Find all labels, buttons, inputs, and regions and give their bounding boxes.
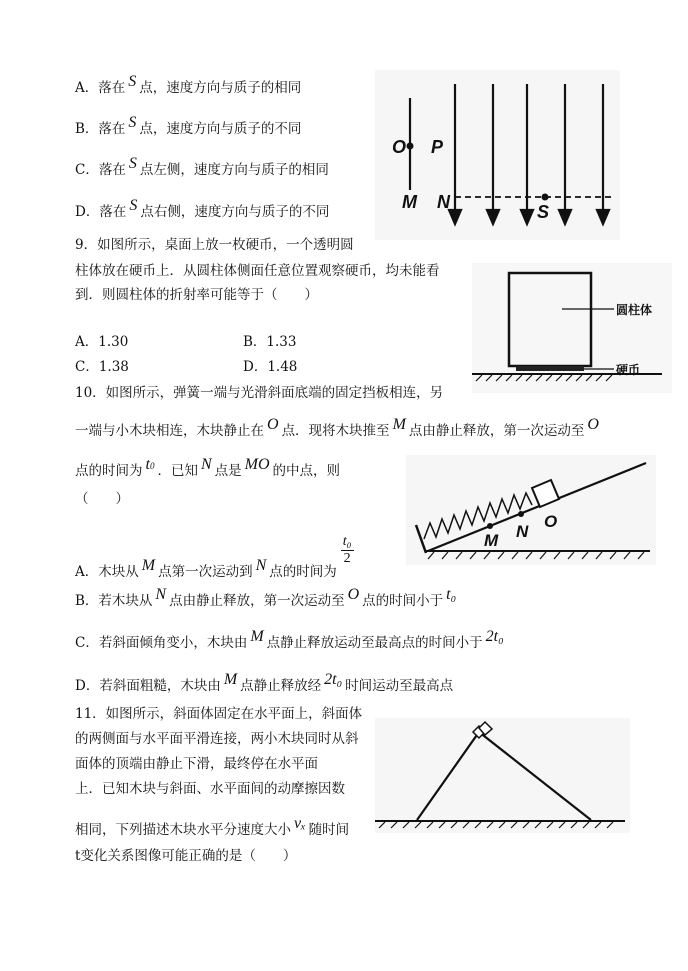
fraction-t0-over-2: $\frac{\text{t₀}}{2}$ (342, 534, 352, 566)
q9-stem-line2: 柱体放在硬币上．从圆柱体侧面任意位置观察硬币，均未能看 (75, 263, 440, 279)
q11-wedge-figure (375, 718, 630, 833)
cylinder-label: 圆柱体 (616, 303, 653, 317)
q8-option-d[interactable]: D．落在 S 点右侧，速度方向与质子的不同 (75, 197, 330, 220)
q10-stem-line3: 点的时间为 t0 ．已知 N 点是 MO 的中点，则 (75, 456, 341, 479)
point-n (518, 511, 524, 517)
q11-stem-line3: 面体的顶端由静止下滑，最终停在水平面 (75, 756, 318, 772)
q10-stem-line1: 10．如图所示，弹簧一端与光滑斜面底端的固定挡板相连，另 (75, 385, 444, 401)
q9-option-c[interactable]: C．1.38 (75, 359, 129, 375)
q10-option-b[interactable]: B．若木块从 N 点由静止释放，第一次运动至 O 点的时间小于 t₀ (75, 586, 457, 609)
q11-stem-line6: t变化关系图像可能正确的是（ ） (75, 848, 297, 864)
q10-answer-paren: （ ） (75, 491, 129, 507)
label-n: N (437, 192, 450, 212)
label-o: O (392, 137, 407, 157)
label-m: M (484, 531, 499, 550)
q10-option-c[interactable]: C．若斜面倾角变小，木块由 M 点静止释放运动至最高点的时间小于 2t₀ (75, 628, 504, 651)
q9-option-a[interactable]: A．1.30 (75, 334, 129, 350)
q8-field-figure (375, 70, 620, 240)
q9-option-b[interactable]: B．1.33 (243, 334, 297, 350)
q8-option-a[interactable]: A．落在 S 点，速度方向与质子的相同 (75, 73, 302, 96)
q8-option-c[interactable]: C．落在 S 点左侧，速度方向与质子的相同 (75, 155, 329, 178)
q10-option-a[interactable]: A．木块从 M 点第一次运动到 N 点的时间为 $\frac{\text{t₀}}{2}$ (75, 534, 352, 580)
q9-stem-line1: 9．如图所示，桌面上放一枚硬币，一个透明圆 (75, 237, 354, 253)
q9-cylinder-figure (472, 263, 672, 393)
q8-option-b[interactable]: B．落在 S 点，速度方向与质子的不同 (75, 114, 302, 137)
q10-stem-line2: 一端与小木块相连，木块静止在 O 点．现将木块推至 M 点由静止释放，第一次运动至 O (75, 416, 599, 439)
figure-background (375, 718, 630, 833)
q9-stem-line3: 到．则圆柱体的折射率可能等于（ ） (75, 287, 318, 303)
q11-stem-line4: 上．已知木块与斜面、水平面间的动摩擦因数 (75, 781, 345, 797)
q11-stem-line2: 的两侧面与水平面平滑连接，两小木块同时从斜 (75, 731, 359, 747)
coin-label: 硬币 (616, 363, 641, 377)
q9-option-d[interactable]: D．1.48 (243, 359, 298, 375)
q11-stem-line5: 相同，下列描述木块水平分速度大小 vₓ 随时间 (75, 815, 350, 838)
q11-stem-line1: 11．如图所示，斜面体固定在水平面上，斜面体 (75, 706, 363, 722)
label-o: O (544, 512, 558, 531)
point-s (542, 194, 549, 201)
label-m: M (402, 192, 417, 212)
q10-incline-figure (406, 455, 656, 565)
label-n: N (516, 522, 529, 541)
coin (516, 366, 584, 371)
point-m (487, 523, 493, 529)
q10-option-d[interactable]: D．若斜面粗糙，木块由 M 点静止释放经 2t₀ 时间运动至最高点 (75, 671, 454, 694)
label-p: P (431, 137, 444, 157)
point-o (407, 143, 414, 150)
label-s: S (537, 202, 550, 222)
